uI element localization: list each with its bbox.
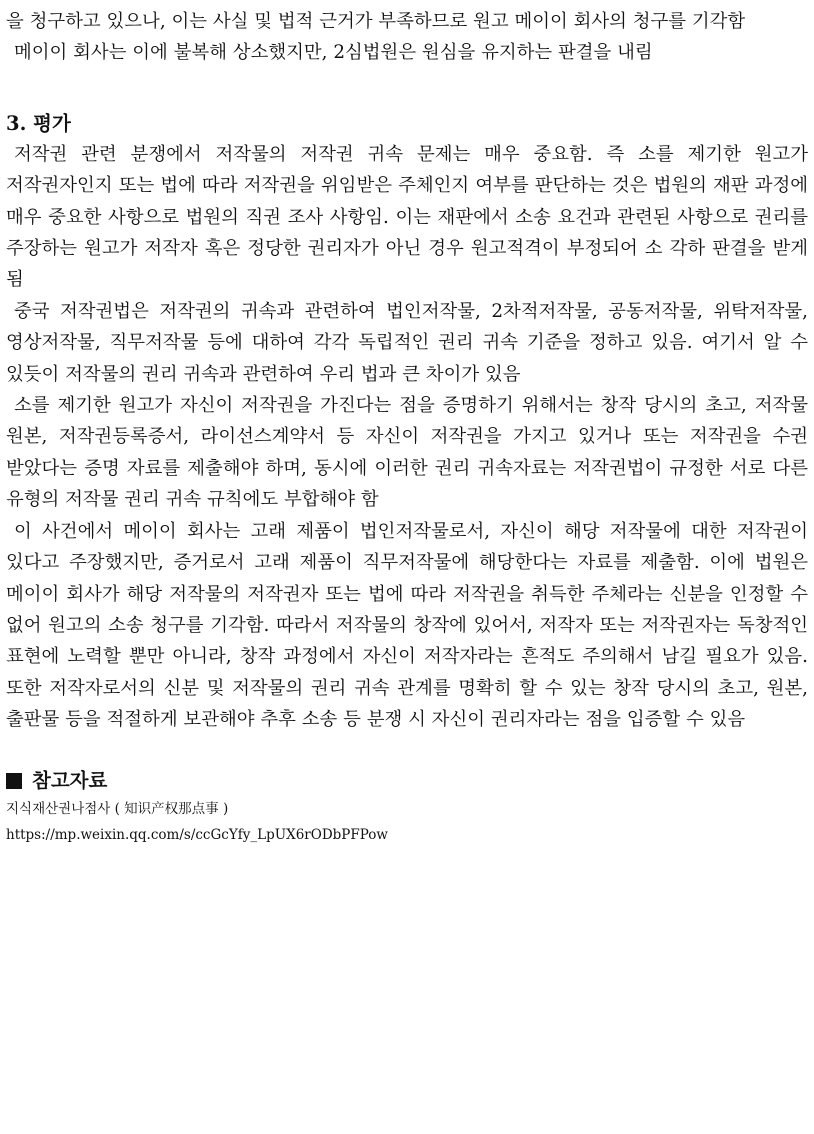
reference-source-url[interactable]: https://mp.weixin.qq.com/s/ccGcYfy_LpUX6rODbPFPow: [6, 826, 388, 843]
evaluation-paragraph-4: 이 사건에서 메이이 회사는 고래 제품이 법인저작물로서, 자신이 해당 저작물에 대한 저작권이 있다고 주장했지만, 증거로서 고래 제품이 직무저작물에 해당한다는 자료를 제출함. 이에 법원은 메이이 회사가 해당 저작물의 저작권자 또는 법에 따라 저작권을 취득한 주체라는 신분을 인정할 수 없어 원고의 소송 청구를 기각함. 따라서 저작물의 창작에 있어서, 저작자 또는 저작권자는 독창적인 표현에 노력할 뿐만 아니라, 창작 과정에서 자신이 저작자라는 흔적도 주의해서 남길 필요가 있음. 또한 저작자로서의 신분 및 저작물의 권리 귀속 관계를 명확히 할 수 있는 창작 당시의 초고, 원본, 출판물 등을 적절하게 보관해야 추후 소송 등 분쟁 시 자신이 권리자라는 점을 입증할 수 있음: [6, 520, 808, 731]
evaluation-paragraph-1: 저작권 관련 분쟁에서 저작물의 저작권 귀속 문제는 매우 중요함. 즉 소를 제기한 원고가 저작권자인지 또는 법에 따라 저작권을 위임받은 주체인지 여부를 판단하는 것은 법원의 재판 과정에 매우 중요한 사항으로 법원의 직권 조사 사항임. 이는 재판에서 소송 요건과 관련된 사항으로 권리를 주장하는 원고가 저작자 혹은 정당한 권리자가 아닌 경우 원고적격이 부정되어 소 각하 판결을 받게 됨: [6, 143, 808, 291]
reference-source-name: 지식재산권나점사 ( 知识产权那点事 ): [6, 800, 229, 817]
evaluation-paragraph-2: 중국 저작권법은 저작권의 귀속과 관련하여 법인저작물, 2차적저작물, 공동저작물, 위탁저작물, 영상저작물, 직무저작물 등에 대하여 각각 독립적인 권리 귀속 기준을 정하고 있음. 여기서 알 수 있듯이 저작물의 권리 귀속과 관련하여 우리 법과 큰 차이가 있음: [6, 300, 808, 385]
intro-paragraph-2: 메이이 회사는 이에 불복해 상소했지만, 2심법원은 원심을 유지하는 판결을 내림: [14, 42, 653, 64]
section-heading-evaluation: 3. 평가: [6, 111, 71, 135]
black-square-icon: [6, 773, 22, 789]
spacer: [6, 69, 808, 100]
references-heading-label: 참고자료: [32, 768, 108, 792]
evaluation-paragraph-3: 소를 제기한 원고가 자신이 저작권을 가진다는 점을 증명하기 위해서는 창작 당시의 초고, 저작물 원본, 저작권등록증서, 라이선스계약서 등 자신이 저작권을 가지고 있거나 또는 저작권을 수권 받았다는 증명 자료를 제출해야 하며, 동시에 이러한 권리 귀속자료는 저작권법이 규정한 서로 다른 유형의 저작물 권리 귀속 규칙에도 부합해야 함: [6, 395, 808, 511]
intro-paragraph-1: 을 청구하고 있으나, 이는 사실 및 법적 근거가 부족하므로 원고 메이이 회사의 청구를 기각함: [6, 11, 746, 32]
references-heading: [6, 766, 808, 796]
